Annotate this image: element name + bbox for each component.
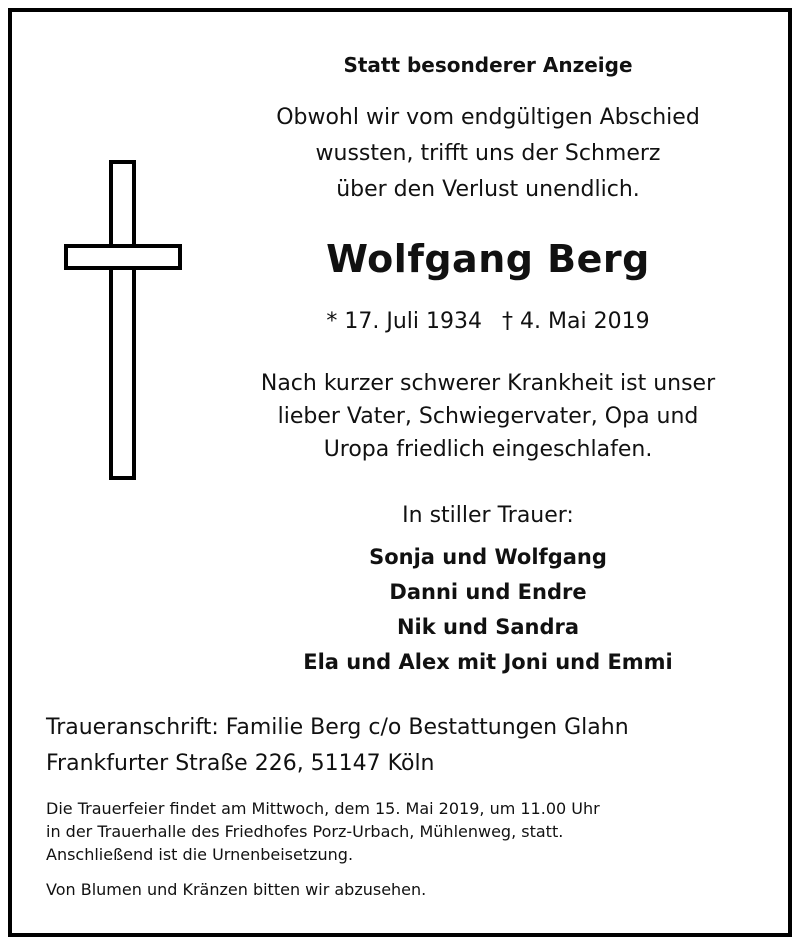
birth-date: * 17. Juli 1934 — [326, 309, 483, 334]
message-line: lieber Vater, Schwiegervater, Opa und — [277, 404, 699, 429]
notice-line: Anschließend ist die Urnenbeisetzung. — [46, 845, 354, 864]
death-message — [222, 367, 754, 466]
obituary-notice — [8, 8, 792, 937]
funeral-notice — [46, 797, 760, 866]
mourning-label: In stiller Trauer: — [402, 503, 574, 528]
message-line: Uropa friedlich eingeschlafen. — [323, 437, 653, 462]
death-date: † 4. Mai 2019 — [502, 309, 650, 334]
intro-line: Obwohl wir vom endgültigen Abschied — [276, 105, 700, 130]
notice-line: in der Trauerhalle des Friedhofes Porz-Urbach, Mühlenweg, statt. — [46, 822, 564, 841]
message-line: Nach kurzer schwerer Krankheit ist unser — [260, 371, 716, 396]
mourner-entry: Nik und Sandra — [396, 615, 580, 639]
mourner-entry: Sonja und Wolfgang — [369, 545, 607, 569]
notice-header: Statt besonderer Anzeige — [343, 53, 633, 77]
life-dates — [222, 304, 754, 340]
mourner-entry: Danni und Endre — [389, 580, 587, 604]
cross-vertical-beam — [109, 160, 136, 480]
mourning-address — [46, 710, 629, 782]
deceased-name: Wolfgang Berg — [326, 237, 650, 281]
intro-line: wussten, trifft uns der Schmerz — [315, 141, 661, 166]
intro-text — [222, 100, 754, 208]
address-line: Frankfurter Straße 226, 51147 Köln — [46, 751, 435, 776]
cross-intersection — [113, 248, 132, 266]
intro-line: über den Verlust unendlich. — [336, 177, 640, 202]
address-line: Traueranschrift: Familie Berg c/o Bestattungen Glahn — [46, 715, 629, 740]
mourner-entry: Ela und Alex mit Joni und Emmi — [303, 650, 673, 674]
notice-line: Die Trauerfeier findet am Mittwoch, dem 15. Mai 2019, um 11.00 Uhr — [46, 799, 600, 818]
mourners-list — [222, 540, 754, 680]
flowers-note: Von Blumen und Kränzen bitten wir abzusehen. — [46, 880, 427, 899]
